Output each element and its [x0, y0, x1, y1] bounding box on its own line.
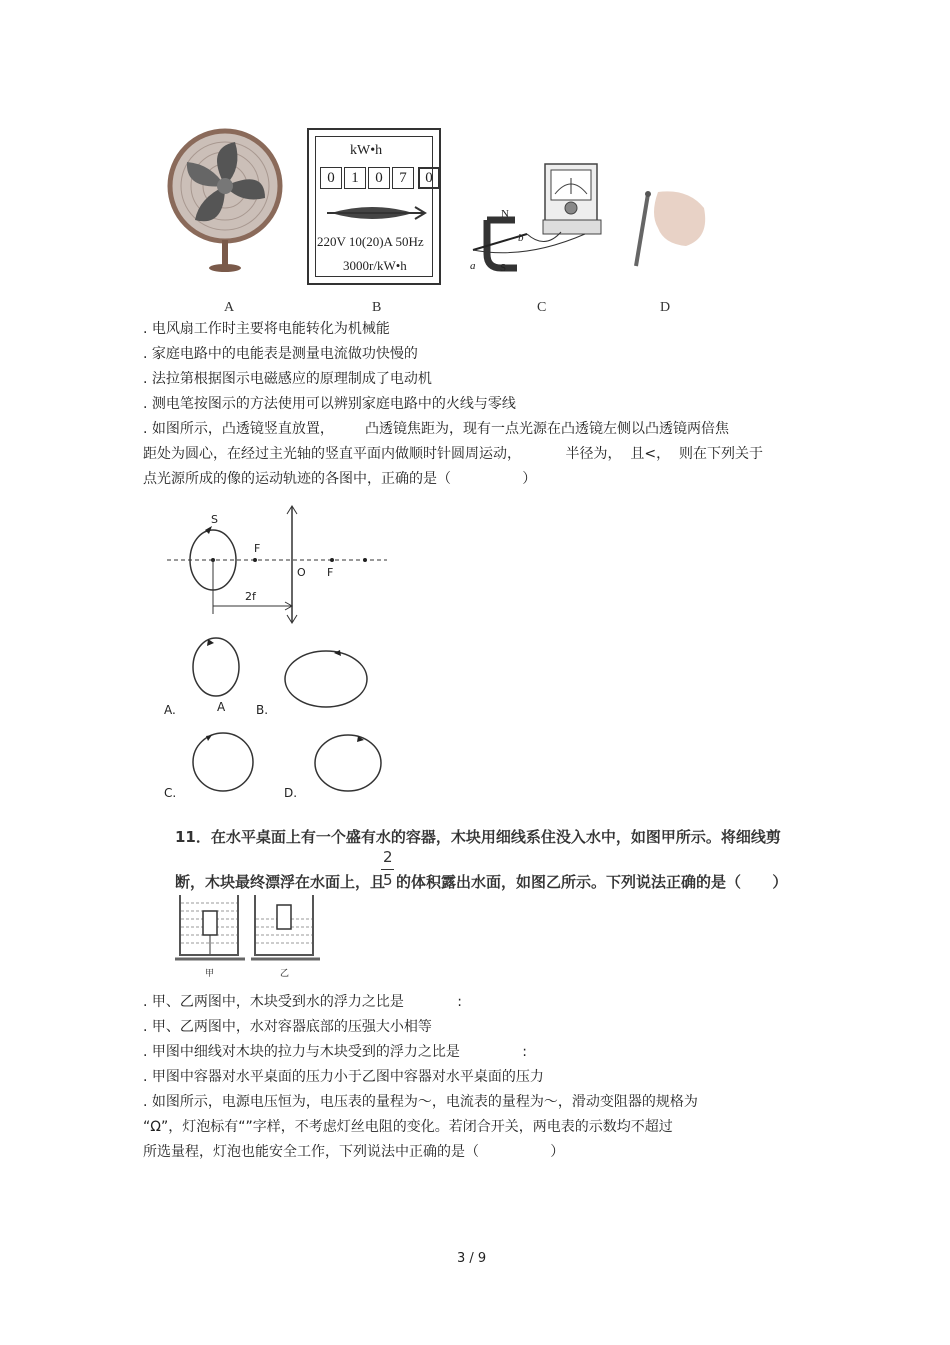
- option-q11-c: . 甲图中细线对木块的拉力与木块受到的浮力之比是 :: [143, 1044, 527, 1060]
- meter-unit: kW•h: [350, 143, 383, 158]
- option-q9-b: . 家庭电路中的电能表是测量电流做功快慢的: [143, 346, 418, 362]
- wire-a-label: a: [470, 260, 476, 272]
- fan-image: [165, 128, 285, 273]
- q10-line-1: . 如图所示，凸透镜竖直放置， 凸透镜焦距为，现有一点光源在凸透镜左侧以凸透镜两倍焦: [143, 421, 730, 437]
- meter-digits: [320, 167, 440, 189]
- q11-fraction-bar: [381, 869, 394, 870]
- magnet-n-label: N: [501, 208, 509, 220]
- figure-label-b: B: [372, 300, 382, 315]
- lens-s-label: S: [211, 513, 218, 526]
- q10-line-2: 距处为圆心，在经过主光轴的竖直平面内做顺时针圆周运动， 半径为， 且<， 则在下列关于: [143, 446, 764, 462]
- meter-rating: 220V 10(20)A 50Hz: [317, 234, 424, 249]
- choice-a-sub-label: A: [217, 700, 226, 714]
- meter-disc-icon: [327, 203, 427, 223]
- lens-o-label: O: [297, 566, 306, 579]
- option-q11-a: . 甲、乙两图中，木块受到水的浮力之比是 :: [143, 994, 463, 1010]
- container-jia-label: 甲: [205, 969, 215, 979]
- choice-d-orbit: [312, 732, 384, 794]
- induction-apparatus-image: [465, 160, 605, 280]
- lens-2f-label: 2f: [245, 590, 256, 603]
- figure-label-c: C: [537, 300, 547, 315]
- lens-diagram: [165, 502, 390, 632]
- option-q11-b: . 甲、乙两图中，水对容器底部的压强大小相等: [143, 1019, 432, 1035]
- q11-line-1: 11．在水平桌面上有一个盛有水的容器，木块用细线系住没入水中，如图甲所示。将细线剪: [175, 828, 781, 846]
- choice-c-label: C.: [164, 786, 177, 800]
- q11-fraction-num: 2: [383, 848, 393, 866]
- q10-line-3: 点光源所成的像的运动轨迹的各图中，正确的是（ ）: [143, 471, 537, 487]
- choice-b-label: B.: [256, 703, 269, 717]
- containers-figure: [175, 893, 320, 965]
- meter-digit-last: 0: [418, 167, 440, 189]
- container-yi-label: 乙: [280, 969, 290, 979]
- choice-d-label: D.: [284, 786, 298, 800]
- option-q9-d: . 测电笔按图示的方法使用可以辨别家庭电路中的火线与零线: [143, 396, 516, 412]
- option-q11-d: . 甲图中容器对水平桌面的压力小于乙图中容器对水平桌面的压力: [143, 1069, 544, 1085]
- q11-line-2a: 断，木块最终漂浮在水面上，且: [175, 873, 386, 891]
- option-q9-c: . 法拉第根据图示电磁感应的原理制成了电动机: [143, 371, 432, 387]
- option-q9-a: . 电风扇工作时主要将电能转化为机械能: [143, 321, 390, 337]
- page-number: 3 / 9: [457, 1251, 487, 1266]
- q12-line-3: 所选量程，灯泡也能安全工作，下列说法中正确的是（ ）: [143, 1144, 565, 1160]
- q12-line-1: . 如图所示，电源电压恒为，电压表的量程为～，电流表的量程为～，滑动变阻器的规格为: [143, 1094, 698, 1110]
- figure-label-d: D: [660, 300, 671, 315]
- choice-a-orbit: [190, 635, 245, 700]
- q11-fraction-den: 5: [383, 871, 393, 889]
- meter-digit: 7: [392, 167, 414, 189]
- meter-digit: 1: [344, 167, 366, 189]
- wire-b-label: b: [518, 232, 524, 244]
- figure-label-a: A: [224, 300, 235, 315]
- meter-rev: 3000r/kW•h: [343, 258, 407, 273]
- lens-f1-label: F: [254, 542, 261, 555]
- meter-digit: 0: [368, 167, 390, 189]
- choice-b-orbit: [282, 648, 372, 710]
- q12-line-2: “Ω”，灯泡标有“”字样，不考虑灯丝电阻的变化。若闭合开关，两电表的示数均不超过: [143, 1119, 673, 1135]
- q11-line-2b: 的体积露出水面，如图乙所示。下列说法正确的是（ ）: [396, 873, 788, 891]
- choice-c-orbit: [190, 730, 260, 794]
- magnet-s-label: S: [500, 262, 507, 274]
- meter-digit: 0: [320, 167, 342, 189]
- test-pen-image: [628, 188, 710, 268]
- lens-f2-label: F: [327, 566, 334, 579]
- choice-a-label: A.: [164, 703, 176, 717]
